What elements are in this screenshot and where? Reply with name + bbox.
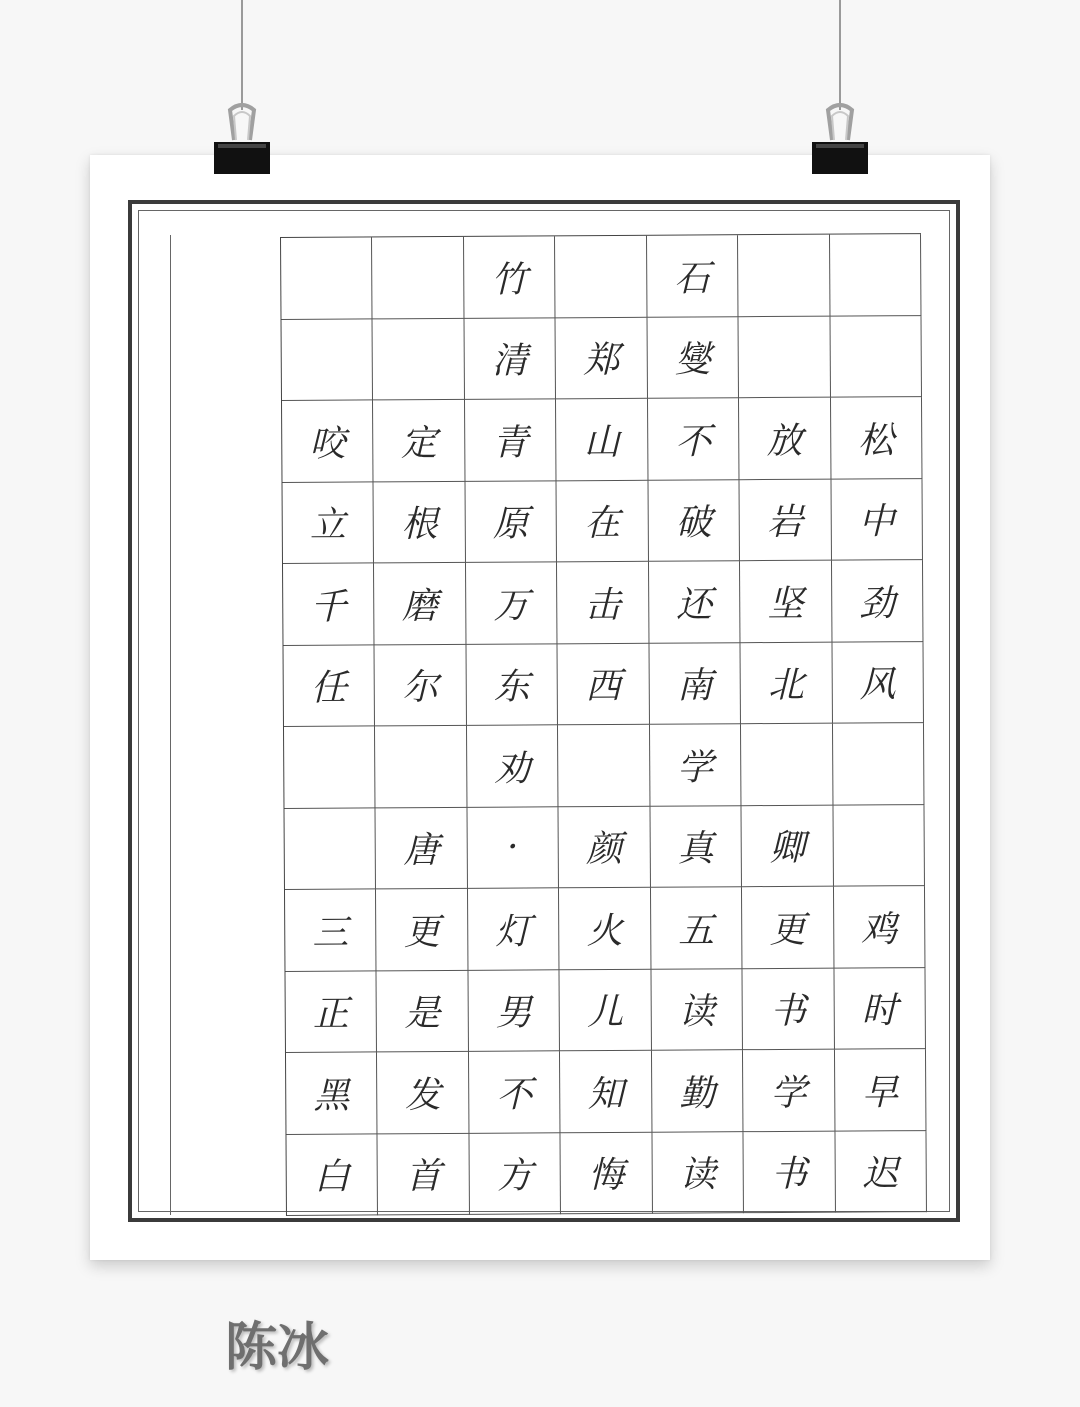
- grid-cell: 还: [649, 561, 741, 643]
- grid-cell: 卿: [742, 805, 834, 887]
- grid-cell: 方: [469, 1133, 561, 1215]
- grid-cell: 读: [652, 1132, 744, 1214]
- hanging-wire-right: [839, 0, 841, 110]
- grid-cell: [372, 237, 464, 319]
- grid-cell: 南: [649, 643, 741, 725]
- grid-cell: [833, 723, 925, 805]
- grid-cell: 发: [377, 1052, 469, 1134]
- grid-cell: 男: [468, 970, 560, 1052]
- grid-cell: [373, 318, 465, 400]
- grid-cell: 鸡: [834, 886, 926, 968]
- grid-cell: 五: [651, 887, 743, 969]
- grid-cell: 学: [743, 1050, 835, 1132]
- grid-cell: 放: [739, 398, 831, 480]
- grid-cell: 不: [648, 398, 740, 480]
- sheet-margin-line: [170, 235, 171, 1215]
- grid-cell: 迟: [835, 1131, 927, 1213]
- grid-cell: 不: [469, 1051, 561, 1133]
- grid-cell: [281, 237, 373, 319]
- grid-cell: 白: [286, 1134, 378, 1216]
- grid-cell: 任: [283, 645, 375, 727]
- grid-cell: 根: [374, 481, 466, 563]
- grid-cell: [833, 805, 925, 887]
- grid-cell: 竹: [464, 236, 556, 318]
- grid-cell: [830, 234, 922, 316]
- grid-cell: 中: [831, 479, 923, 561]
- grid-cell: 儿: [560, 969, 652, 1051]
- grid-cell: 更: [376, 889, 468, 971]
- grid-cell: 时: [834, 968, 926, 1050]
- grid-cell: 是: [377, 970, 469, 1052]
- grid-cell: 书: [743, 968, 835, 1050]
- grid-cell: 击: [557, 562, 649, 644]
- grid-cell: 清: [464, 318, 556, 400]
- grid-cell: 读: [651, 969, 743, 1051]
- grid-cell: 火: [559, 888, 651, 970]
- grid-cell: 坚: [740, 561, 832, 643]
- grid-cell: 书: [744, 1131, 836, 1213]
- author-signature: 陈冰: [225, 1318, 330, 1378]
- grid-cell: [741, 724, 833, 806]
- grid-cell: 更: [742, 887, 834, 969]
- binder-clip-left-icon: [212, 100, 272, 175]
- grid-cell: 千: [283, 563, 375, 645]
- grid-cell: 破: [648, 480, 740, 562]
- grid-cell: 早: [835, 1049, 927, 1131]
- character-grid: [280, 233, 927, 1216]
- grid-cell: 风: [832, 642, 924, 724]
- grid-cell: 灯: [468, 888, 560, 970]
- grid-cell: 在: [557, 480, 649, 562]
- grid-cell: 唐: [376, 807, 468, 889]
- grid-cell: 定: [373, 400, 465, 482]
- grid-cell: 立: [282, 482, 374, 564]
- grid-cell: 劝: [467, 725, 559, 807]
- grid-cell: [830, 316, 922, 398]
- grid-cell: 知: [560, 1051, 652, 1133]
- grid-cell: 学: [650, 724, 742, 806]
- grid-cell: [284, 808, 376, 890]
- grid-cell: 黑: [286, 1052, 378, 1134]
- grid-cell: 真: [650, 806, 742, 888]
- grid-cell: [375, 726, 467, 808]
- grid-cell: 悔: [561, 1132, 653, 1214]
- grid-cell: 松: [831, 397, 923, 479]
- grid-cell: 北: [741, 642, 833, 724]
- grid-cell: [555, 236, 647, 318]
- hanging-wire-left: [241, 0, 243, 110]
- grid-cell: [282, 319, 374, 401]
- binder-clip-right-icon: [810, 100, 870, 175]
- grid-cell: 三: [285, 889, 377, 971]
- grid-cell: 青: [465, 399, 557, 481]
- grid-cell: 劲: [832, 560, 924, 642]
- grid-cell: 尔: [375, 644, 467, 726]
- grid-cell: 燮: [647, 317, 739, 399]
- grid-cell: 石: [647, 235, 739, 317]
- grid-cell: 颜: [559, 806, 651, 888]
- grid-cell: 西: [558, 643, 650, 725]
- grid-cell: 原: [465, 481, 557, 563]
- grid-cell: 山: [556, 399, 648, 481]
- grid-cell: 首: [378, 1133, 470, 1215]
- grid-cell: 东: [466, 644, 558, 726]
- grid-cell: [738, 235, 830, 317]
- grid-cell: 勤: [652, 1050, 744, 1132]
- grid-cell: 郑: [556, 317, 648, 399]
- grid-cell: 咬: [282, 400, 374, 482]
- grid-cell: 正: [285, 971, 377, 1053]
- grid-cell: 磨: [374, 563, 466, 645]
- grid-cell: [739, 316, 831, 398]
- grid-cell: ·: [467, 807, 559, 889]
- grid-cell: [284, 726, 376, 808]
- grid-cell: [558, 725, 650, 807]
- grid-cell: 岩: [740, 479, 832, 561]
- grid-cell: 万: [466, 562, 558, 644]
